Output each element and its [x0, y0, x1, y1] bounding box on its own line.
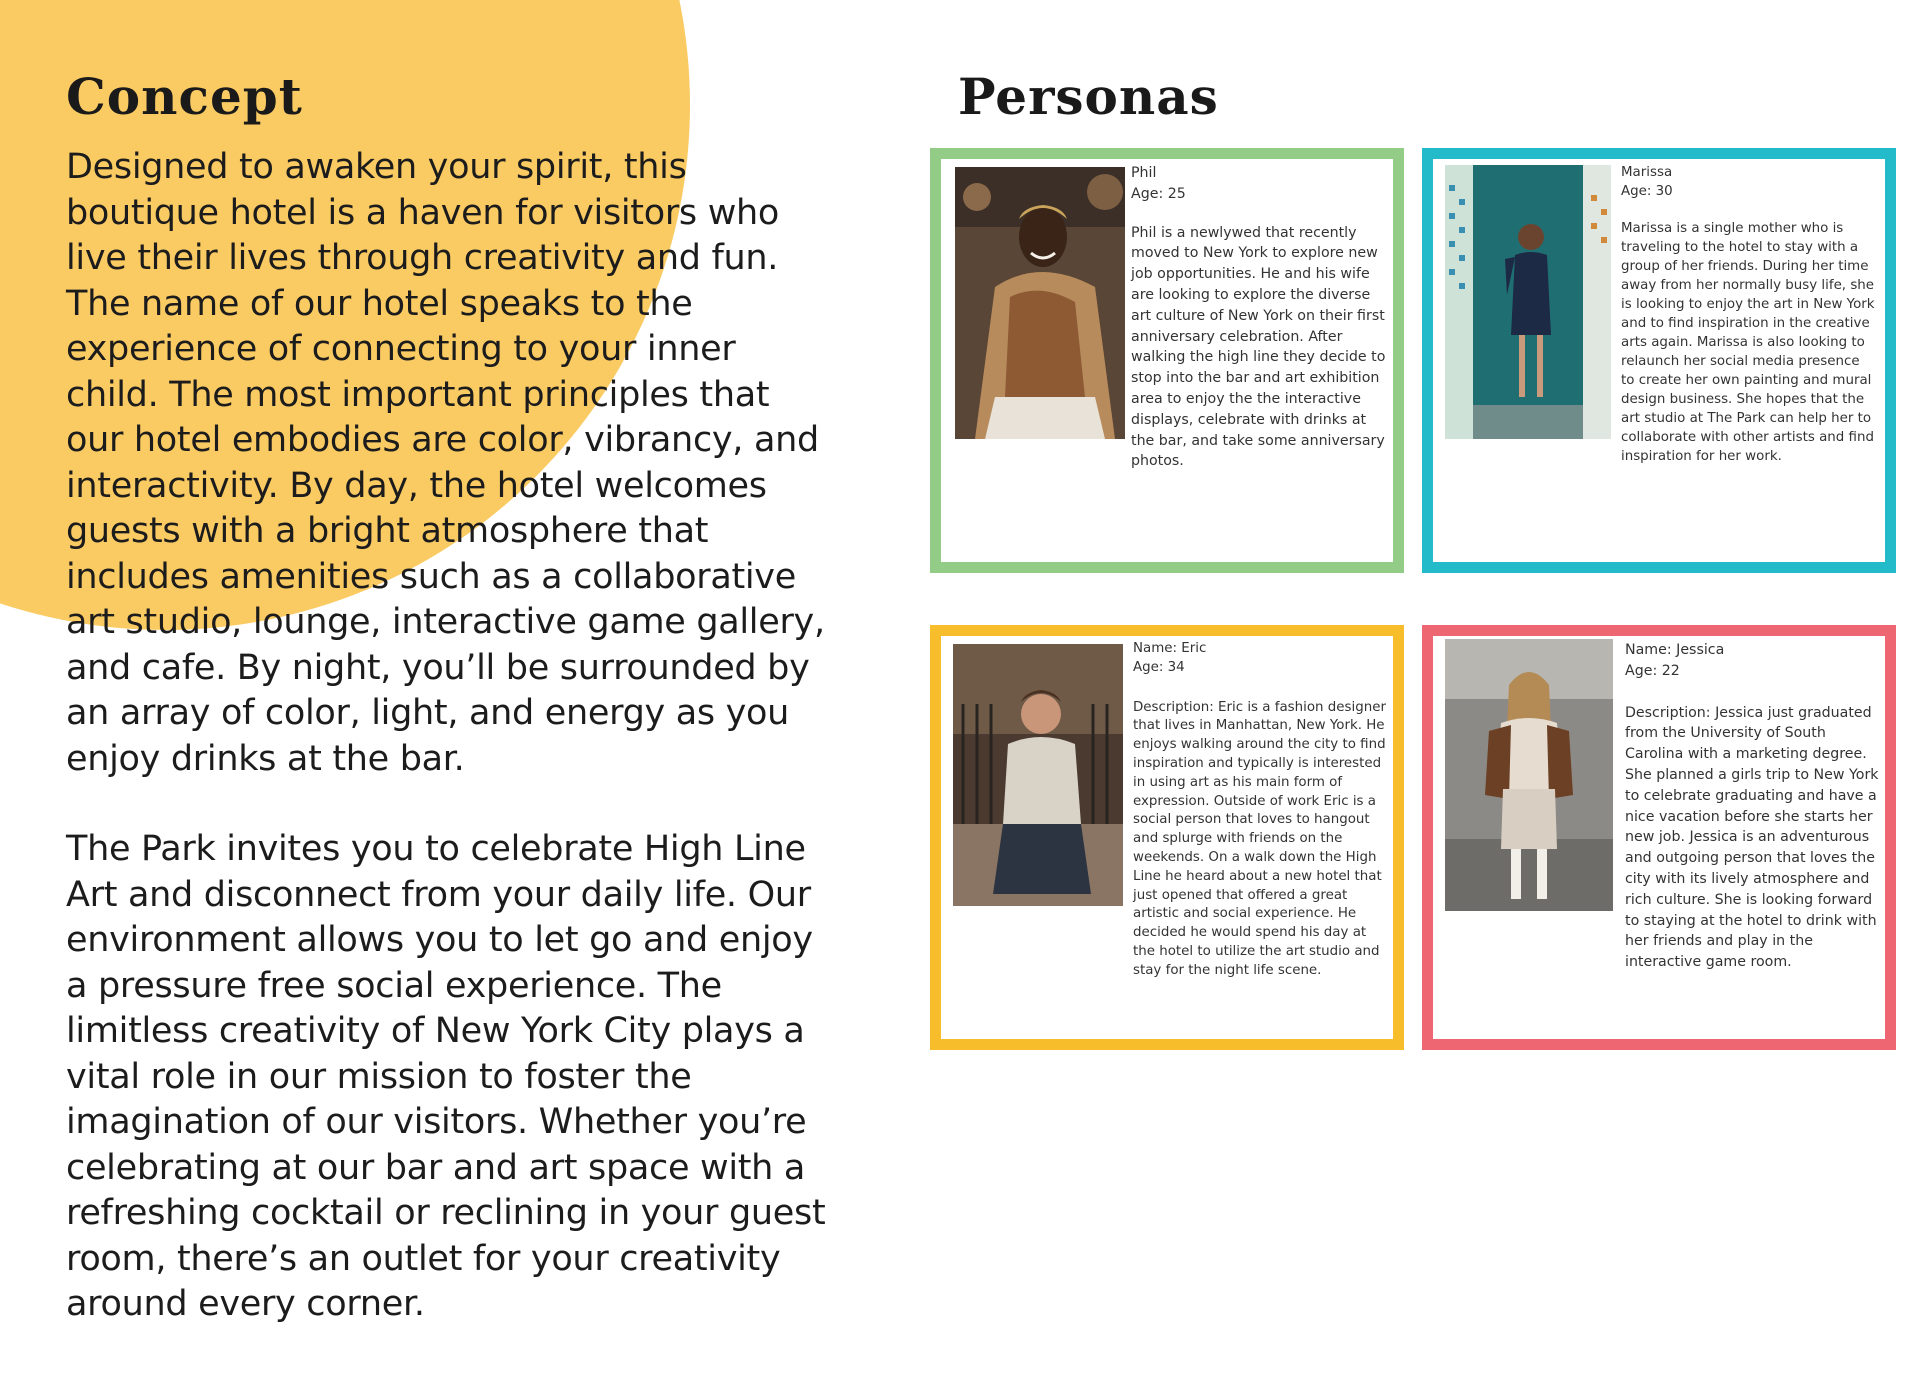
concept-paragraph-2: The Park invites you to celebrate High Line Art and disconnect from your daily life. Our environment allows you to let go and enjoy a pressure free social experience. The limitless creativity of New York City plays a vital role in our mission to foster the imagination of our visitors. Whether you’re celebrating at our bar and art space with a refreshing cocktail or reclining in your guest room, there’s an outlet for your creativity around every corner. — [66, 829, 826, 1324]
persona-photo-marissa — [1445, 165, 1611, 439]
personas-heading: Personas — [958, 67, 1219, 126]
persona-card-marissa — [1422, 148, 1896, 573]
persona-card-phil — [930, 148, 1404, 573]
persona-description: Phil is a newlywed that recently moved to New York to explore new job opportunities. He and his wife are looking to explore the diverse art culture of New York on their first anniversary celebration. After walking the high line they decide to stop into the bar and art exhibition area to enjoy the the interactive displays, celebrate with drinks at the bar, and take some anniversary photos. — [1131, 224, 1386, 470]
persona-photo-eric — [953, 644, 1123, 906]
persona-description: Marissa is a single mother who is traveling to the hotel to stay with a group of her friends. During her time away from her normally busy life, she is looking to enjoy the art in New York and to find inspiration in the creative arts again. Marissa is also looking to relaunch her social media presence to create her own painting and mural design business. She hopes that the art studio at The Park can help her to collaborate with other artists and find inspiration for her work. — [1621, 221, 1875, 464]
persona-description: Description: Jessica just graduated from the University of South Carolina with a marketing degree. She planned a girls trip to New York to celebrate graduating and have a nice vacation before she starts her new job. Jessica is an adventurous and outgoing person that loves the city with its lively atmosphere and rich culture. She is looking forward to staying at the hotel to drink with her friends and play in the interactive game room. — [1625, 704, 1879, 971]
persona-name: Phil — [1131, 165, 1157, 181]
persona-card-jessica — [1422, 625, 1896, 1050]
persona-name: Name: Eric — [1133, 641, 1207, 656]
persona-photo-jessica — [1445, 639, 1613, 911]
persona-info-jessica — [1625, 640, 1880, 973]
persona-description: Description: Eric is a fashion designer that lives in Manhattan, New York. He enjoys walking around the city to find inspiration and typically is interested in using art as his main form of expression. Outside of work Eric is a social person that loves to hangout and splurge with friends on the weekends. On a walk down the High Line he heard about a new hotel that just opened that offered a great artistic and social experience. He decided he would spend his day at the hotel to utilize the art studio and stay for the night life scene. — [1133, 699, 1386, 978]
concept-heading: Concept — [66, 67, 303, 126]
persona-name: Name: Jessica — [1625, 642, 1725, 658]
concept-body — [66, 145, 836, 1373]
persona-name: Marissa — [1621, 165, 1673, 180]
persona-age: Age: 25 — [1131, 185, 1186, 202]
persona-info-phil — [1131, 163, 1386, 472]
concept-paragraph-1: Designed to awaken your spirit, this boutique hotel is a haven for visitors who live their lives through creativity and fun. The name of our hotel speaks to the experience of connecting to your inner child. The most important principles that our hotel embodies are color, vibrancy, and interactivity. By day, the hotel welcomes guests with a bright atmosphere that includes amenities such as a collaborative art studio, lounge, interactive game gallery, and cafe. By night, you’ll be surrounded by an array of color, light, and energy as you enjoy drinks at the bar. — [66, 147, 825, 779]
persona-photo-phil — [955, 167, 1125, 439]
persona-age: Age: 30 — [1621, 184, 1673, 199]
persona-age: Age: 34 — [1133, 659, 1185, 675]
persona-info-marissa — [1621, 163, 1876, 466]
persona-info-eric — [1133, 640, 1388, 981]
persona-card-eric — [930, 625, 1404, 1050]
persona-age: Age: 22 — [1625, 662, 1680, 679]
